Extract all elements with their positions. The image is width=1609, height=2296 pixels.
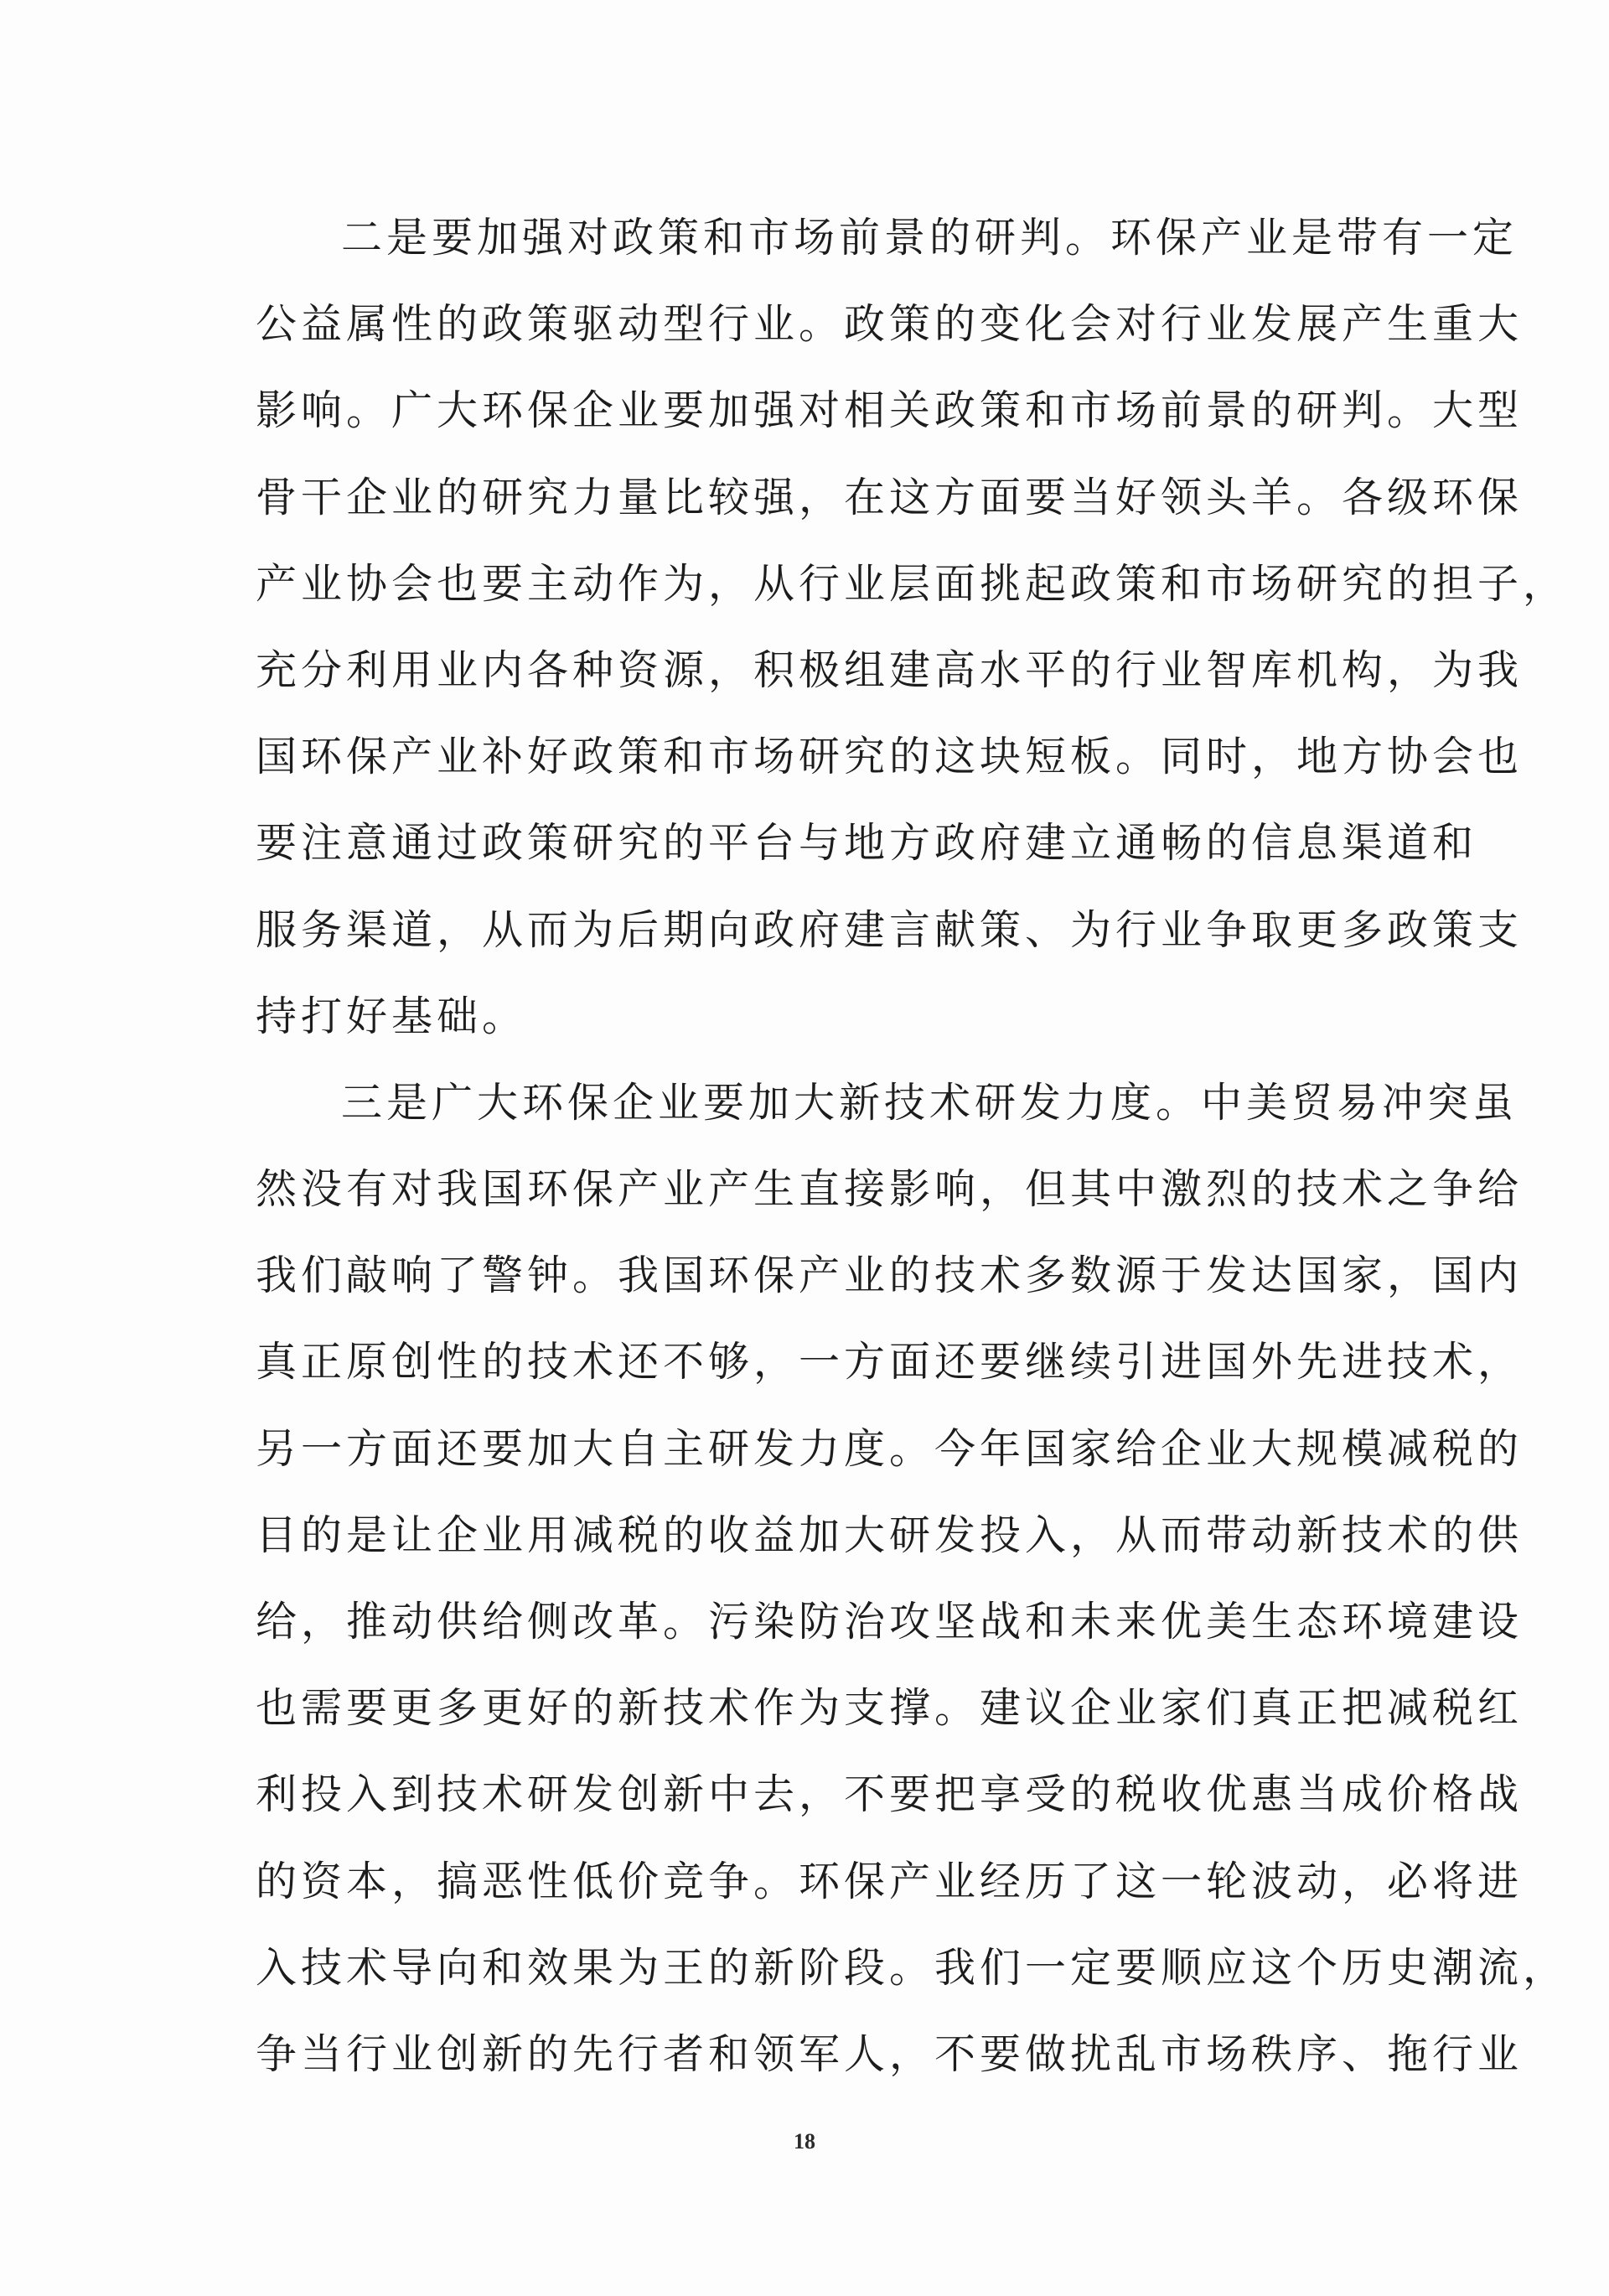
paragraph-line: 也需要更多更好的新技术作为支撑。建议企业家们真正把减税红 <box>256 1684 1524 1733</box>
paragraph-line: 服务渠道，从而为后期向政府建言献策、为行业争取更多政策支 <box>256 905 1524 954</box>
paragraph-line: 三是广大环保企业要加大新技术研发力度。中美贸易冲突虽 <box>341 1078 1518 1127</box>
paragraph-line: 争当行业创新的先行者和领军人，不要做扰乱市场秩序、拖行业 <box>256 2029 1524 2078</box>
paragraph-line: 影响。广大环保企业要加强对相关政策和市场前景的研判。大型 <box>256 386 1524 435</box>
paragraph-line: 二是要加强对政策和市场前景的研判。环保产业是带有一定 <box>341 214 1518 262</box>
paragraph-line: 公益属性的政策驱动型行业。政策的变化会对行业发展产生重大 <box>256 300 1524 349</box>
paragraph-line: 目的是让企业用减税的收益加大研发投入，从而带动新技术的供 <box>256 1511 1524 1559</box>
paragraph-line: 持打好基础。 <box>256 992 528 1040</box>
paragraph-line: 给，推动供给侧改革。污染防治攻坚战和未来优美生态环境建设 <box>256 1598 1524 1646</box>
paragraph-line: 我们敲响了警钟。我国环保产业的技术多数源于发达国家，国内 <box>256 1252 1524 1300</box>
page-number: 18 <box>794 2129 815 2153</box>
paragraph-line: 真正原创性的技术还不够，一方面还要继续引进国外先进技术， <box>256 1338 1524 1386</box>
paragraph-line: 要注意通过政策研究的平台与地方政府建立通畅的信息渠道和 <box>256 819 1478 868</box>
paragraph-line: 利投入到技术研发创新中去，不要把享受的税收优惠当成价格战 <box>256 1770 1524 1819</box>
paragraph-line: 产业协会也要主动作为，从行业层面挑起政策和市场研究的担子， <box>256 559 1569 608</box>
paragraph-line: 另一方面还要加大自主研发力度。今年国家给企业大规模减税的 <box>256 1424 1524 1473</box>
paragraph-line: 国环保产业补好政策和市场研究的这块短板。同时，地方协会也 <box>256 733 1524 781</box>
paragraph-line: 的资本，搞恶性低价竞争。环保产业经历了这一轮波动，必将进 <box>256 1857 1524 1905</box>
body-text <box>256 194 1569 2097</box>
paragraph-line: 然没有对我国环保产业产生直接影响，但其中激烈的技术之争给 <box>256 1165 1524 1214</box>
paragraph-line: 入技术导向和效果为王的新阶段。我们一定要顺应这个历史潮流， <box>256 1943 1569 1992</box>
paragraph-line: 充分利用业内各种资源，积极组建高水平的行业智库机构，为我 <box>256 645 1524 694</box>
paragraph-line: 骨干企业的研究力量比较强，在这方面要当好领头羊。各级环保 <box>256 473 1524 521</box>
